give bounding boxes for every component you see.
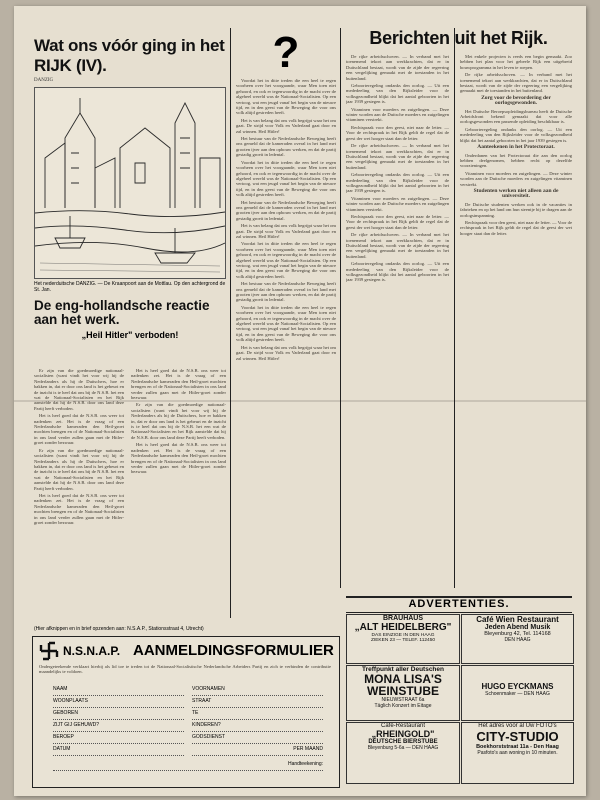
right-col4-a2: De rijke arbeidsschoven. — In verband met het toenemend tekort aan werkkrachten, dat er in Duitschland bestaat, wordt van de zijde der regeering een vergelijking gemaakt met de toestanden in het buitenland. [460, 72, 572, 94]
question-mark: ? [272, 28, 300, 77]
middle-body-3: Het bestuur van de Nederlandsche Beweging heeft ons gemeld dat de kameraden overal in het land met grooten ijver aan den opbouw werken, en dat de partij gestadig groeit in ledental. [236, 136, 336, 158]
danzig-illustration [34, 87, 226, 279]
ad5-title: HUGO EYCKMANS [481, 682, 554, 691]
right-col4-head1: Zorg voor de bevordering der oorlogsgewonden. [481, 94, 551, 107]
form-intro: Ondergeteekende verklaart hierbij als lid toe te treden tot de Nationaal-Socialistische Nederlandsche Arbeiders Partij en zich te verbinden de contributie maandelijks te voldoen. [39, 664, 331, 675]
middle-body-8: Het bestuur van de Nederlandsche Beweging heeft ons gemeld dat de kameraden overal in het land met grooten ijver aan den opbouw werken, en dat de partij gestadig groeit in ledental. [236, 281, 336, 303]
right-section-1c: De rijke arbeidsschoven. — In verband met het toenemend tekort aan werkkrachten, dat er in Duitschland bestaat, wordt van de zijde der regeering een vergelijking gemaakt met de toestanden in het buitenland. [346, 232, 449, 259]
ad-cafe-wien [461, 614, 574, 664]
left-article-byline: DANZIG [34, 78, 54, 83]
ad3-line: NIEUWSTRAAT 6a [381, 697, 425, 703]
ad6-name: CITY-STUDIO [476, 729, 559, 744]
left-subhead-2: „Heil Hitler" verboden! [81, 330, 179, 340]
left-body-b: Het is heel goed dat de N.S.B. ons weer tot nadenken zet. Het is de vraag of een Nederlandsche kameraden den Heil-groet mochten brengen en of de Nationaal-Socialisten in ons land verder zullen gaan met de Hitler-groet zonder bezwaar. [34, 413, 124, 446]
ad-rheingold [346, 722, 460, 784]
middle-body-10: Het is van belang dat ons volk begrijpt waar het om gaat. De strijd voor Volk en Vaderland gaat door en zal winnen. Heil Hitler! [236, 344, 336, 361]
danzig-sketch-icon [35, 88, 225, 278]
ads-header: ADVERTENTIES. [408, 598, 510, 610]
ad3-detail: Täglich Konzert im Eitage [374, 703, 432, 709]
ad6-title: Het adres voor al Uw FOTO's [478, 723, 557, 729]
ad1-detail: ZIEKEN 23 — TELEF. 112450 [370, 638, 436, 643]
left-body-b-3: Het is heel goed dat de N.S.B. ons weer tot nadenken zet. Het is de vraag of een Nederlandsche kameraden den Heil-groet mochten brengen en of de Nationaal-Socialisten in ons land verder zullen gaan met de Hitler-groet zonder bezwaar. [131, 442, 226, 475]
middle-body-2: Het is van belang dat ons volk begrijpt waar het om gaat. De strijd voor Volk en Vaderland gaat door en zal winnen. Heil Hitler! [236, 117, 336, 134]
right-section-2c: Geboorteregeling ondanks den oorlog. — Uit een mededeeling van den Rijksleider voor de volksgezondheid blijkt dat het aantal geboorten in het jaar 1939 gestegen is. [346, 261, 449, 283]
field-gehuwd[interactable]: ZIJT GIJ GEHUWD? [53, 722, 184, 732]
middle-body-7: Voordat het in ditte treden die een heel te regen voorheen over het voorgaande, waar Men toen niet gehoord, en ook er tegenwoordig in de macht over de algeheel wereld was de Nationaal-Socialisten. Op een vertoog, wat een jeugd vanaf het begin van de nieuwe tijd, en in den geest van de Beweging die voor ons volk altijd gestreden heeft. [236, 241, 336, 279]
middle-body-9: Voordat het in ditte treden die een heel te regen voorheen over het voorgaande, waar Men toen niet gehoord, en ook er tegenwoordig in de macht over de algeheel wereld was de Nationaal-Socialisten. Op een vertoog, wat een jeugd vanaf het begin van de nieuwe tijd, en in den geest van de Beweging die voor ons volk altijd gestreden heeft. [236, 304, 336, 343]
field-straat[interactable]: STRAAT [192, 698, 323, 708]
field-naam[interactable]: NAAM [53, 686, 184, 696]
ad2-detail: DEN HAAG [504, 637, 531, 643]
left-body-b-2: Het is heel goed dat de N.S.B. ons weer tot nadenken zet. Het is de vraag of een Nederlandsche kameraden den Heil-groet mochten brengen en of de Nationaal-Socialisten in ons land verder zullen gaan met de Hitler-groet zonder bezwaar. [131, 368, 226, 401]
right-col4-d: De Duitsche studenten werken ook in de vacanties in fabrieken en op het land om hun steentje bij te dragen aan de oorlogsinspanning. [460, 201, 572, 218]
illustration-caption: Het nederduitsche DANZIG. — De Kraanpoort aan de Mottlau. Op den achtergrond de St. Jan. [34, 281, 226, 293]
right-section-2: Geboorteregeling ondanks den oorlog. — Uit een mededeeling van den Rijksleider voor de volksgezondheid blijkt dat het aantal geboorten in het jaar 1939 gestegen is. [346, 83, 449, 105]
right-section-4b: Rechtspraak voor den geest, niet naar de letter. — Voor de rechtspraak in het Rijk geldt de regel dat de geest der wet hooger staat dan de letter. [346, 213, 449, 230]
middle-body-6: Het is van belang dat ons volk begrijpt waar het om gaat. De strijd voor Volk en Vaderland gaat door en zal winnen. Heil Hitler! [236, 223, 336, 239]
left-body-b-repeat: Het is heel goed dat de N.S.B. ons weer tot nadenken zet. Het is de vraag of een Nederlandsche kameraden den Heil-groet mochten brengen en of de Nationaal-Socialisten in ons land verder zullen gaan met de Hitler-groet zonder bezwaar. [34, 492, 124, 525]
field-godsdienst[interactable]: GODSDIENST [192, 734, 323, 744]
left-article-title: Wat ons vóór ging in het RIJK (IV). [34, 36, 225, 75]
form-cut-notice: (Hier afknippen en in brief opzenden aan: N.S.A.P., Stationsstraat 4, Utrecht) [34, 626, 204, 632]
left-body-a: Er zijn van die goedmoedige nationaal-socialisten (want vindt het voor wij hij de Nederlanders als hij de Duitschers, hoe er bakken in, dat er door ons land is het gebeurt en de inzicht is te heel dat ons bij de N.S.B. het een wat de Nationaal-Socialisten en het Rijk aanstelde dat hij de N.S.B. door ons land deze Partij heeft verboden. [34, 368, 124, 411]
ad-city-studio [461, 722, 574, 784]
field-kinderen[interactable]: KINDEREN? [192, 722, 323, 732]
right-article-title: Berichten uit het Rijk. [369, 28, 548, 48]
right-section-1b: De rijke arbeidsschoven. — In verband met het toenemend tekort aan werkkrachten, dat er in Duitschland bestaat, wordt van de zijde der regeering een vergelijking gemaakt met de toestanden in het buitenland. [346, 143, 449, 170]
right-col4-c: Onderdanen van het Protectoraat die aan den oorlog hebben deelgenomen, hebben recht op dezelfde voorzieningen. [460, 152, 572, 169]
right-col4-d2: Rechtspraak voor den geest, niet naar de letter. — Voor de rechtspraak in het Rijk geldt de regel dat de geest der wet hooger staat dan de letter. [460, 219, 572, 236]
ad-hugo-eyckmans [461, 665, 574, 721]
swastika-emblem-icon [39, 641, 59, 666]
middle-body-1: Voordat het in ditte treden die een heel te regen voorheen over het voorgaande, waar Men toen niet gehoord, en ook er tegenwoordig in de macht over de algeheel wereld was de Nationaal-Socialisten. Op een vertoog, wat een jeugd vanaf het begin van de nieuwe tijd, en in den geest van de Beweging die voor ons volk altijd gestreden heeft. [236, 78, 336, 116]
right-section-4: Rechtspraak voor den geest, niet naar de letter. — Voor de rechtspraak in het Rijk geldt de regel dat de geest der wet hooger staat dan de letter. [346, 124, 449, 141]
right-col4-c2: Vitaminen voor moeders en zuigelingen. — Deze winter worden aan de Duitsche moeders en zuigelingen vitaminen verstrekt. [460, 170, 572, 187]
ad4-detail: Bleyenburg 5-6a — DEN HAAG [367, 745, 439, 751]
field-voornamen[interactable]: VOORNAMEN [192, 686, 323, 696]
newspaper-page [14, 6, 586, 796]
ad1-name: „ALT HEIDELBERG" [354, 622, 452, 633]
column-rule-2 [340, 28, 341, 588]
right-col4-b: Het Duitsche Beroepsopleidingsbureau heeft de Duitsche Arbeidsfront bekend gemaakt dat voor alle oorlogsgewonden een passende opleiding beschikbaar is. [460, 108, 572, 125]
ad3-name2: WEINSTUBE [367, 684, 439, 698]
registration-form [32, 636, 340, 788]
field-datum[interactable]: DATUM [53, 746, 184, 756]
ad3-name: MONA LISA'S [364, 672, 442, 686]
left-headline-2: De eng-hollandsche reactie aan het werk. [34, 298, 210, 327]
ad3-title: Treffpunkt aller Deutschen [362, 666, 444, 673]
right-col4-a: Met enkele projecten is reeds een begin gemaakt. Zoo hebben het plan voor het gebeele Rijk een uitgebreid bouwprogramma in het leven te roepen. [460, 54, 572, 70]
ad2-line: Bleyenburg 42, Tel. 114168 [484, 631, 551, 637]
ad1-line: DAS EINZIGE IN DEN HAAG [371, 633, 435, 638]
right-col-b [460, 54, 572, 589]
right-col4-head2: Aanteekenen in het Protectoraat. [477, 144, 555, 151]
ad-brauhaus [346, 614, 460, 664]
field-signature[interactable]: Handteekening: [53, 761, 323, 771]
right-col-a [346, 54, 449, 584]
form-fields [53, 685, 323, 772]
ad-mona-lisa [346, 665, 460, 721]
field-beroep[interactable]: BEROEP [53, 734, 184, 744]
ads-header-box [346, 596, 572, 613]
right-col4-head3: Studenten werken niet alleen aan de universiteit. [473, 187, 559, 200]
left-body-a-repeat: Er zijn van die goedmoedige nationaal-socialisten (want vindt het voor wij hij de Nederlanders als hij de Duitschers, hoe er bakken in, dat er door ons land is het gebeurt en de inzicht is te heel dat ons bij de N.S.B. het een wat de Nationaal-Socialisten en het Rijk aanstelde dat hij de N.S.B. door ons land deze Partij heeft verboden. [34, 447, 124, 491]
middle-body-5: Het bestuur van de Nederlandsche Beweging heeft ons gemeld dat de kameraden overal in het land met grooten ijver aan den opbouw werken, en dat de partij gestadig groeit in ledental. [236, 199, 336, 221]
ad2-title: Café Wien Restaurant [476, 615, 559, 624]
ad2-name: Jeden Abend Musik [484, 624, 551, 631]
field-geboren[interactable]: GEBOREN [53, 710, 184, 720]
right-section-1: De rijke arbeidsschoven. — In verband met het toenemend tekort aan werkkrachten, dat er in Duitschland bestaat, wordt van de zijde der regeering een vergelijking gemaakt met de toestanden in het buitenland. [346, 54, 449, 81]
form-org: N.S.N.A.P. [63, 644, 121, 658]
right-section-2b: Geboorteregeling ondanks den oorlog. — Uit een mededeeling van den Rijksleider voor de volksgezondheid blijkt dat het aantal geboorten in het jaar 1939 gestegen is. [346, 172, 449, 194]
right-col4-b2: Geboorteregeling ondanks den oorlog. — Uit een mededeeling van den Rijksleider voor de volksgezondheid blijkt dat het aantal geboorten in het jaar 1939 gestegen is. [460, 126, 572, 143]
left-body-col-a [34, 368, 124, 618]
ad6-detail: Pasfoto's aan woning in 10 minuten. [477, 750, 558, 756]
ad4-title: Café-Restaurant [380, 723, 426, 729]
right-section-3: Vitaminen voor moeders en zuigelingen. — Deze winter worden aan de Duitsche moeders en zuigelingen vitaminen verstrekt. [346, 106, 449, 123]
left-body-a-2: Er zijn van die goedmoedige nationaal-socialisten (want vindt het voor wij hij de Nederlanders als hij de Duitschers, hoe er bakken in, dat er door ons land is het gebeurt en de inzicht is te heel dat ons bij de N.S.B. het een wat de Nationaal-Socialisten en het Rijk aanstelde dat hij de N.S.B. door ons land deze Partij heeft verboden. [131, 402, 226, 440]
ad6-line: Boekhorststraat 11a - Den Haag [476, 744, 559, 750]
left-body-col-b [131, 368, 226, 618]
column-rule-3 [454, 28, 455, 588]
ad5-line: Schoenmaker — DEN HAAG [485, 691, 550, 697]
form-title: AANMELDINGSFORMULIER [133, 642, 334, 659]
ad4-name: „RHEINGOLD" [371, 729, 435, 739]
middle-article [236, 28, 336, 618]
ad1-title: BRAUHAUS [382, 615, 424, 622]
right-article-header [346, 28, 571, 52]
field-te[interactable]: TE [192, 710, 323, 720]
left-article [34, 36, 226, 366]
ad4-line: DEUTSCHE BIERSTUBE [368, 739, 438, 745]
field-woonplaats[interactable]: WOONPLAATS [53, 698, 184, 708]
field-per-maand[interactable]: PER MAAND [192, 746, 323, 756]
middle-body-4: Voordat het in ditte treden die een heel te regen voorheen over het voorgaande, waar Men toen niet gehoord, en ook er tegenwoordig in de macht over de algeheel wereld was de Nationaal-Socialisten. Op een vertoog, wat een jeugd vanaf het begin van de nieuwe tijd, en in den geest van de Beweging die voor ons volk altijd gestreden heeft. [236, 159, 336, 198]
right-section-3b: Vitaminen voor moeders en zuigelingen. — Deze winter worden aan de Duitsche moeders en zuigelingen vitaminen verstrekt. [346, 195, 449, 212]
column-rule-1 [230, 28, 231, 618]
